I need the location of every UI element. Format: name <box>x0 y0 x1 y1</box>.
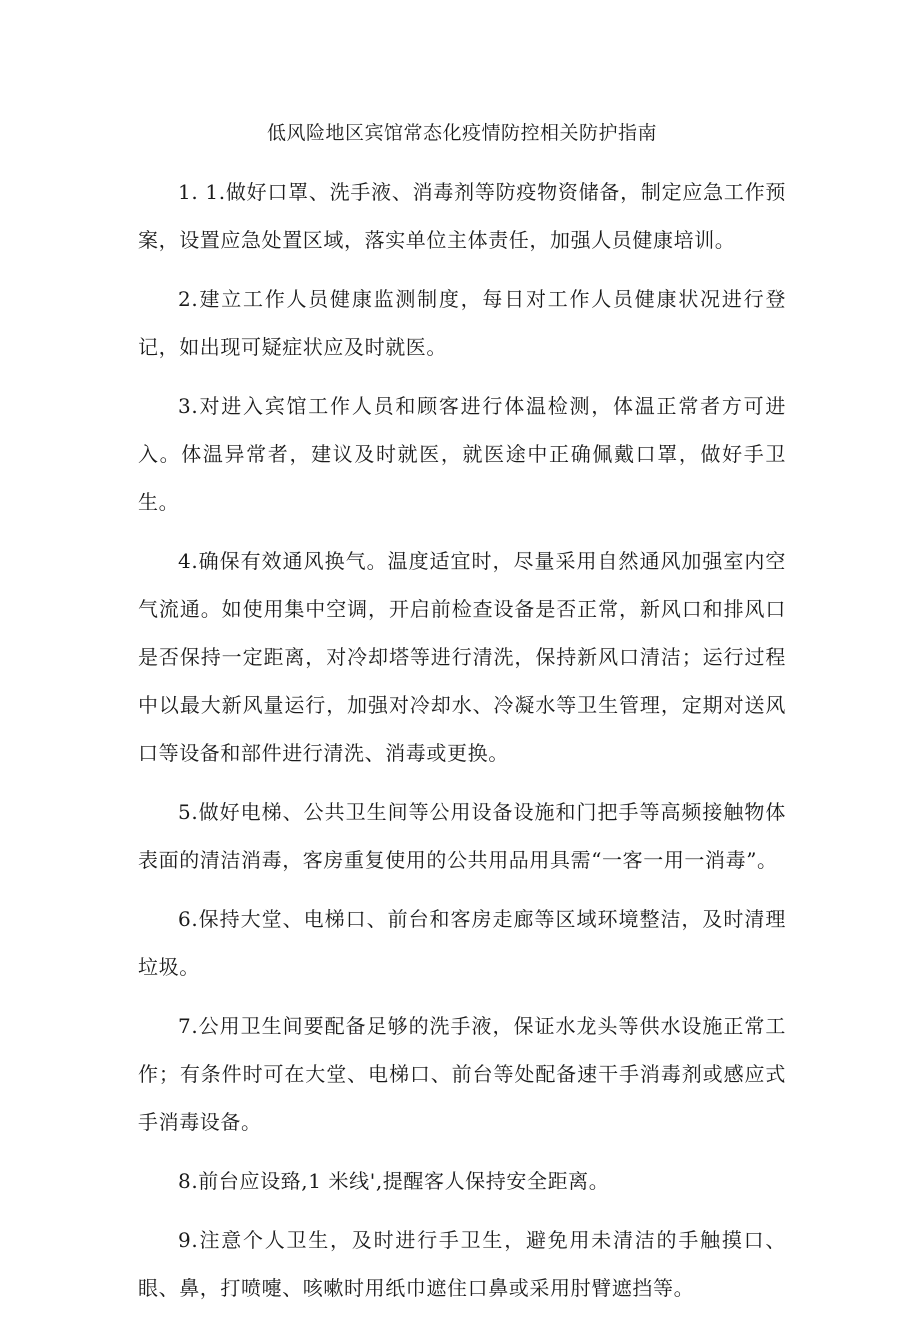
paragraph-3: 3.对进入宾馆工作人员和顾客进行体温检测，体温正常者方可进入。体温异常者，建议及时就医，就医途中正确佩戴口罩，做好手卫生。 <box>138 394 786 514</box>
paragraph-5: 5.做好电梯、公共卫生间等公用设备设施和门把手等高频接触物体表面的清洁消毒，客房重复使用的公共用品用具需“一客一用一消毒”。 <box>138 800 786 872</box>
document-body <box>138 116 786 1323</box>
paragraph-2: 2.建立工作人员健康监测制度，每日对工作人员健康状况进行登记，如出现可疑症状应及时就医。 <box>138 287 786 359</box>
document-title: 低风险地区宾馆常态化疫情防控相关防护指南 <box>266 122 657 144</box>
paragraph-8: 8.前台应设臵,1 米线',提醒客人保持安全距离。 <box>178 1169 610 1193</box>
paragraph-1: 1. 1.做好口罩、洗手液、消毒剂等防疫物资储备，制定应急工作预案，设置应急处置区域，落实单位主体责任，加强人员健康培训。 <box>138 180 786 252</box>
paragraph-6: 6.保持大堂、电梯口、前台和客房走廊等区域环境整洁，及时清理垃圾。 <box>138 907 786 979</box>
paragraph-9: 9.注意个人卫生，及时进行手卫生，避免用未清洁的手触摸口、眼、鼻，打喷嚏、咳嗽时用纸巾遮住口鼻或采用肘臂遮挡等。 <box>138 1228 786 1300</box>
paragraph-7: 7.公用卫生间要配备足够的洗手液，保证水龙头等供水设施正常工作；有条件时可在大堂、电梯口、前台等处配备速干手消毒剂或感应式手消毒设备。 <box>138 1014 786 1134</box>
paragraph-4: 4.确保有效通风换气。温度适宜时，尽量采用自然通风加强室内空气流通。如使用集中空调，开启前检查设备是否正常，新风口和排风口是否保持一定距离，对冷却塔等进行清洗，保持新风口清洁；运行过程中以最大新风量运行，加强对冷却水、冷凝水等卫生管理，定期对送风口等设备和部件进行清洗、消毒或更换。 <box>138 549 786 765</box>
